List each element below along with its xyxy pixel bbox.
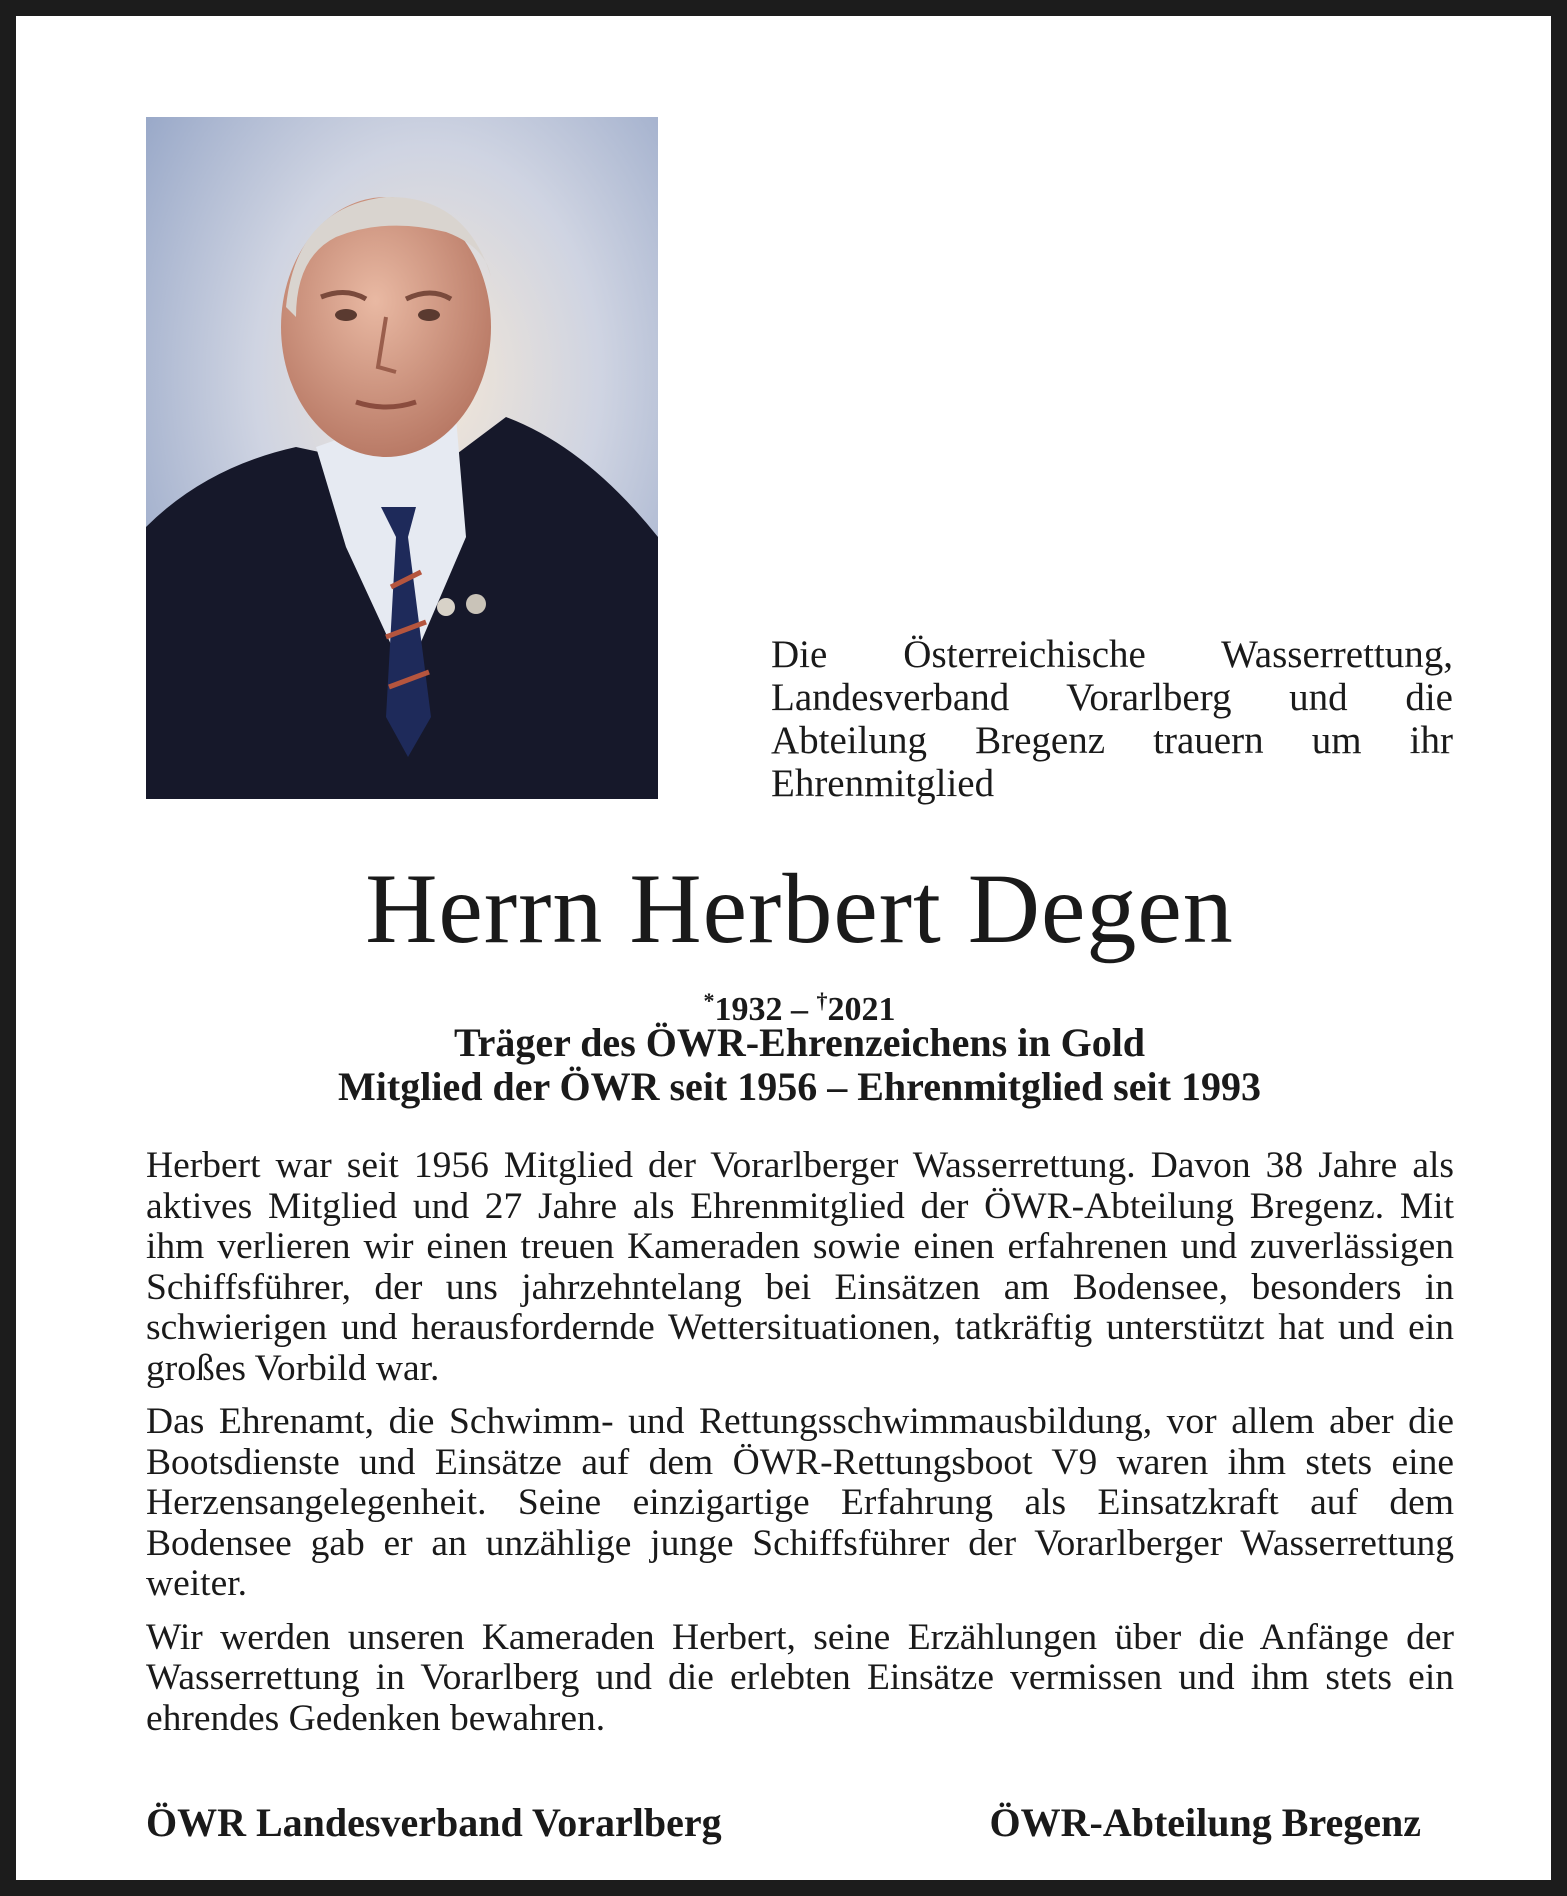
- intro-text: Die Österreichische Wasserrettung, Landesverband Vorarlberg und die Abteilung Bregenz trauern um ihr Ehrenmitglied: [771, 633, 1453, 805]
- deceased-name: Herrn Herbert Degen: [365, 853, 1234, 964]
- birth-mark: *: [703, 988, 715, 1013]
- date-separator: –: [791, 991, 808, 1028]
- portrait-photo: [146, 117, 658, 799]
- signature-left: ÖWR Landesverband Vorarlberg: [146, 1800, 722, 1845]
- membership-line: Mitglied der ÖWR seit 1956 – Ehrenmitglied seit 1993: [338, 1064, 1261, 1109]
- birth-year: 1932: [714, 991, 783, 1028]
- obituary-body: [146, 1146, 1454, 1752]
- paragraph: Das Ehrenamt, die Schwimm- und Rettungsschwimmausbildung, vor allem aber die Bootsdienste und Einsätze auf dem ÖWR-Rettungsboot V9 waren ihm stets eine Herzensangelegenheit. Seine einzigartige Erfahrung als Einsatzkraft auf dem Bodensee gab er an unzählige junge Schiffsführer der Vorarlberger Wasserrettung weiter.: [146, 1401, 1454, 1604]
- honor-line: Träger des ÖWR-Ehrenzeichens in Gold: [453, 1020, 1146, 1065]
- death-mark: †: [816, 988, 828, 1013]
- death-year: 2021: [827, 991, 896, 1028]
- signature-right: ÖWR-Abteilung Bregenz: [989, 1800, 1421, 1845]
- paragraph: Wir werden unseren Kameraden Herbert, seine Erzählungen über die Anfänge der Wasserrettung in Vorarlberg und die erlebten Einsätze vermissen und ihm stets ein ehrendes Gedenken bewahren.: [146, 1616, 1454, 1739]
- paragraph: Herbert war seit 1956 Mitglied der Vorarlberger Wasserrettung. Davon 38 Jahre als aktives Mitglied und 27 Jahre als Ehrenmitglied der ÖWR-Abteilung Bregenz. Mit ihm verlieren wir einen treuen Kameraden sowie einen erfahrenen und zuverlässigen Schiffsführer, der uns jahrzehntelang bei Einsätzen am Bodensee, besonders in schwierigen und herausfordernde Wettersituationen, tatkräftig unterstützt hat und ein großes Vorbild war.: [146, 1145, 1454, 1389]
